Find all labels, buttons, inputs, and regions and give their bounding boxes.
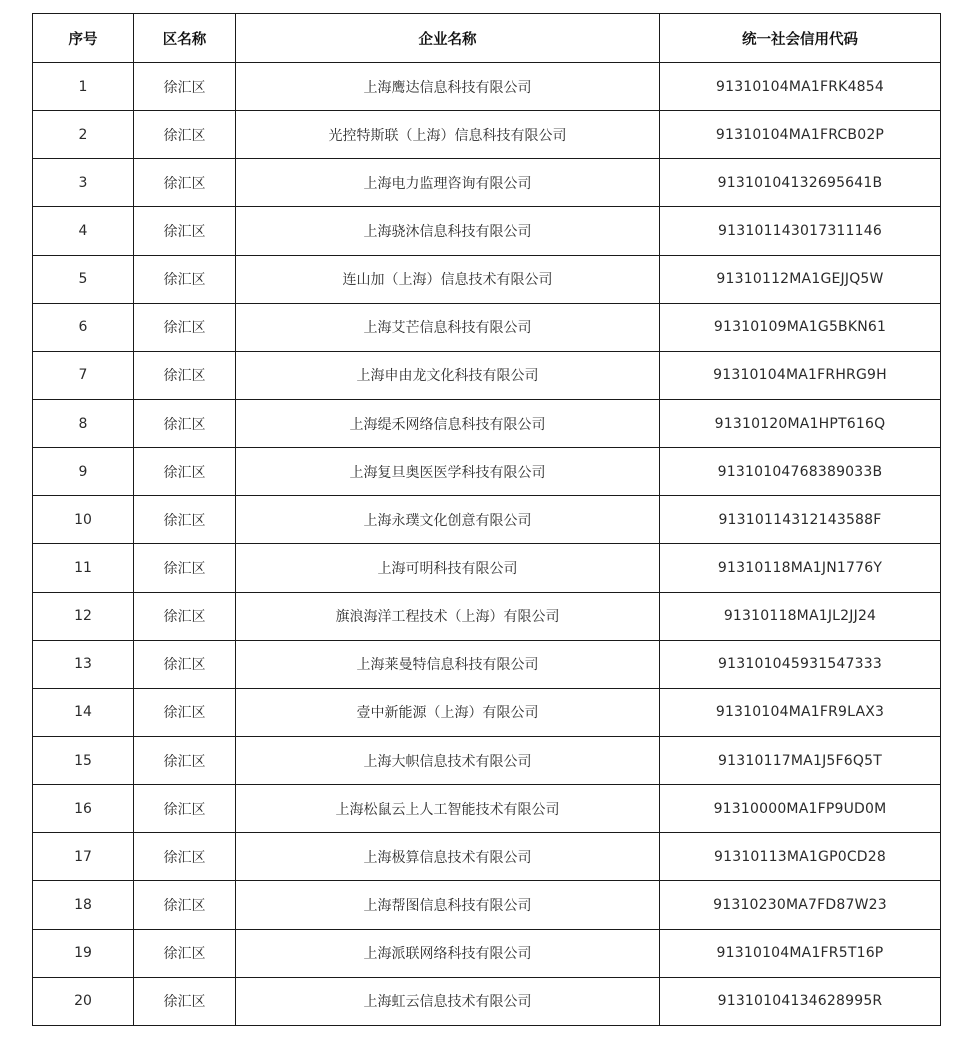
cell-company-name: 连山加（上海）信息技术有限公司 [236, 255, 660, 303]
header-index: 序号 [33, 14, 134, 63]
table-row [33, 255, 941, 303]
table-row [33, 63, 941, 111]
table-row [33, 496, 941, 544]
cell-credit-code: 91310104MA1FRCB02P [660, 111, 941, 159]
cell-company-name: 上海缇禾网络信息科技有限公司 [236, 399, 660, 447]
cell-index: 20 [33, 977, 134, 1025]
header-row [33, 14, 941, 63]
cell-credit-code: 913101045931547333 [660, 640, 941, 688]
cell-district: 徐汇区 [134, 881, 236, 929]
cell-index: 9 [33, 448, 134, 496]
cell-credit-code: 91310104132695641B [660, 159, 941, 207]
cell-credit-code: 91310230MA7FD87W23 [660, 881, 941, 929]
table-row [33, 207, 941, 255]
cell-district: 徐汇区 [134, 448, 236, 496]
cell-credit-code: 91310104MA1FRK4854 [660, 63, 941, 111]
cell-index: 14 [33, 688, 134, 736]
cell-company-name: 上海虹云信息技术有限公司 [236, 977, 660, 1025]
cell-index: 4 [33, 207, 134, 255]
cell-credit-code: 91310118MA1JN1776Y [660, 544, 941, 592]
cell-credit-code: 91310104134628995R [660, 977, 941, 1025]
cell-district: 徐汇区 [134, 496, 236, 544]
cell-district: 徐汇区 [134, 207, 236, 255]
cell-credit-code: 91310118MA1JL2JJ24 [660, 592, 941, 640]
cell-index: 8 [33, 399, 134, 447]
cell-district: 徐汇区 [134, 688, 236, 736]
cell-company-name: 上海鹰达信息科技有限公司 [236, 63, 660, 111]
table-row [33, 159, 941, 207]
cell-credit-code: 91310000MA1FP9UD0M [660, 785, 941, 833]
table-row [33, 448, 941, 496]
cell-company-name: 旗浪海洋工程技术（上海）有限公司 [236, 592, 660, 640]
cell-district: 徐汇区 [134, 351, 236, 399]
cell-district: 徐汇区 [134, 111, 236, 159]
table-row [33, 833, 941, 881]
cell-company-name: 上海申由龙文化科技有限公司 [236, 351, 660, 399]
table-header [33, 14, 941, 63]
cell-company-name: 上海莱曼特信息科技有限公司 [236, 640, 660, 688]
cell-index: 13 [33, 640, 134, 688]
cell-index: 1 [33, 63, 134, 111]
cell-index: 11 [33, 544, 134, 592]
cell-index: 3 [33, 159, 134, 207]
table-body [33, 63, 941, 1026]
cell-index: 6 [33, 303, 134, 351]
table-row [33, 303, 941, 351]
cell-company-name: 上海大帜信息技术有限公司 [236, 736, 660, 784]
cell-index: 5 [33, 255, 134, 303]
cell-district: 徐汇区 [134, 544, 236, 592]
cell-credit-code: 91310120MA1HPT616Q [660, 399, 941, 447]
cell-credit-code: 913101143017311146 [660, 207, 941, 255]
cell-district: 徐汇区 [134, 159, 236, 207]
cell-index: 17 [33, 833, 134, 881]
header-district: 区名称 [134, 14, 236, 63]
table-row [33, 111, 941, 159]
cell-company-name: 上海帮图信息科技有限公司 [236, 881, 660, 929]
cell-credit-code: 91310112MA1GEJJQ5W [660, 255, 941, 303]
cell-credit-code: 91310114312143588F [660, 496, 941, 544]
cell-company-name: 上海复旦奥医医学科技有限公司 [236, 448, 660, 496]
table-row [33, 977, 941, 1025]
cell-district: 徐汇区 [134, 833, 236, 881]
table-row [33, 736, 941, 784]
table-row [33, 785, 941, 833]
table-row [33, 688, 941, 736]
cell-index: 12 [33, 592, 134, 640]
cell-index: 7 [33, 351, 134, 399]
cell-credit-code: 91310104768389033B [660, 448, 941, 496]
cell-credit-code: 91310104MA1FRHRG9H [660, 351, 941, 399]
header-credit-code: 统一社会信用代码 [660, 14, 941, 63]
table-row [33, 351, 941, 399]
cell-company-name: 上海艾芒信息科技有限公司 [236, 303, 660, 351]
table-row [33, 881, 941, 929]
company-table [32, 13, 941, 1026]
cell-index: 19 [33, 929, 134, 977]
table-row [33, 640, 941, 688]
cell-company-name: 上海松鼠云上人工智能技术有限公司 [236, 785, 660, 833]
cell-index: 10 [33, 496, 134, 544]
cell-company-name: 上海可明科技有限公司 [236, 544, 660, 592]
cell-credit-code: 91310104MA1FR5T16P [660, 929, 941, 977]
cell-company-name: 上海极算信息技术有限公司 [236, 833, 660, 881]
cell-index: 18 [33, 881, 134, 929]
company-table-container [32, 13, 940, 1026]
cell-company-name: 上海骁沐信息科技有限公司 [236, 207, 660, 255]
cell-district: 徐汇区 [134, 977, 236, 1025]
header-company: 企业名称 [236, 14, 660, 63]
table-row [33, 399, 941, 447]
cell-district: 徐汇区 [134, 255, 236, 303]
cell-company-name: 上海派联网络科技有限公司 [236, 929, 660, 977]
cell-district: 徐汇区 [134, 592, 236, 640]
cell-index: 15 [33, 736, 134, 784]
cell-credit-code: 91310113MA1GP0CD28 [660, 833, 941, 881]
cell-credit-code: 91310109MA1G5BKN61 [660, 303, 941, 351]
cell-company-name: 壹中新能源（上海）有限公司 [236, 688, 660, 736]
cell-credit-code: 91310104MA1FR9LAX3 [660, 688, 941, 736]
cell-index: 16 [33, 785, 134, 833]
cell-district: 徐汇区 [134, 63, 236, 111]
cell-district: 徐汇区 [134, 736, 236, 784]
table-row [33, 592, 941, 640]
table-row [33, 544, 941, 592]
cell-district: 徐汇区 [134, 399, 236, 447]
cell-company-name: 光控特斯联（上海）信息科技有限公司 [236, 111, 660, 159]
table-row [33, 929, 941, 977]
cell-company-name: 上海电力监理咨询有限公司 [236, 159, 660, 207]
cell-district: 徐汇区 [134, 929, 236, 977]
cell-company-name: 上海永璞文化创意有限公司 [236, 496, 660, 544]
cell-index: 2 [33, 111, 134, 159]
cell-credit-code: 91310117MA1J5F6Q5T [660, 736, 941, 784]
cell-district: 徐汇区 [134, 640, 236, 688]
cell-district: 徐汇区 [134, 785, 236, 833]
cell-district: 徐汇区 [134, 303, 236, 351]
